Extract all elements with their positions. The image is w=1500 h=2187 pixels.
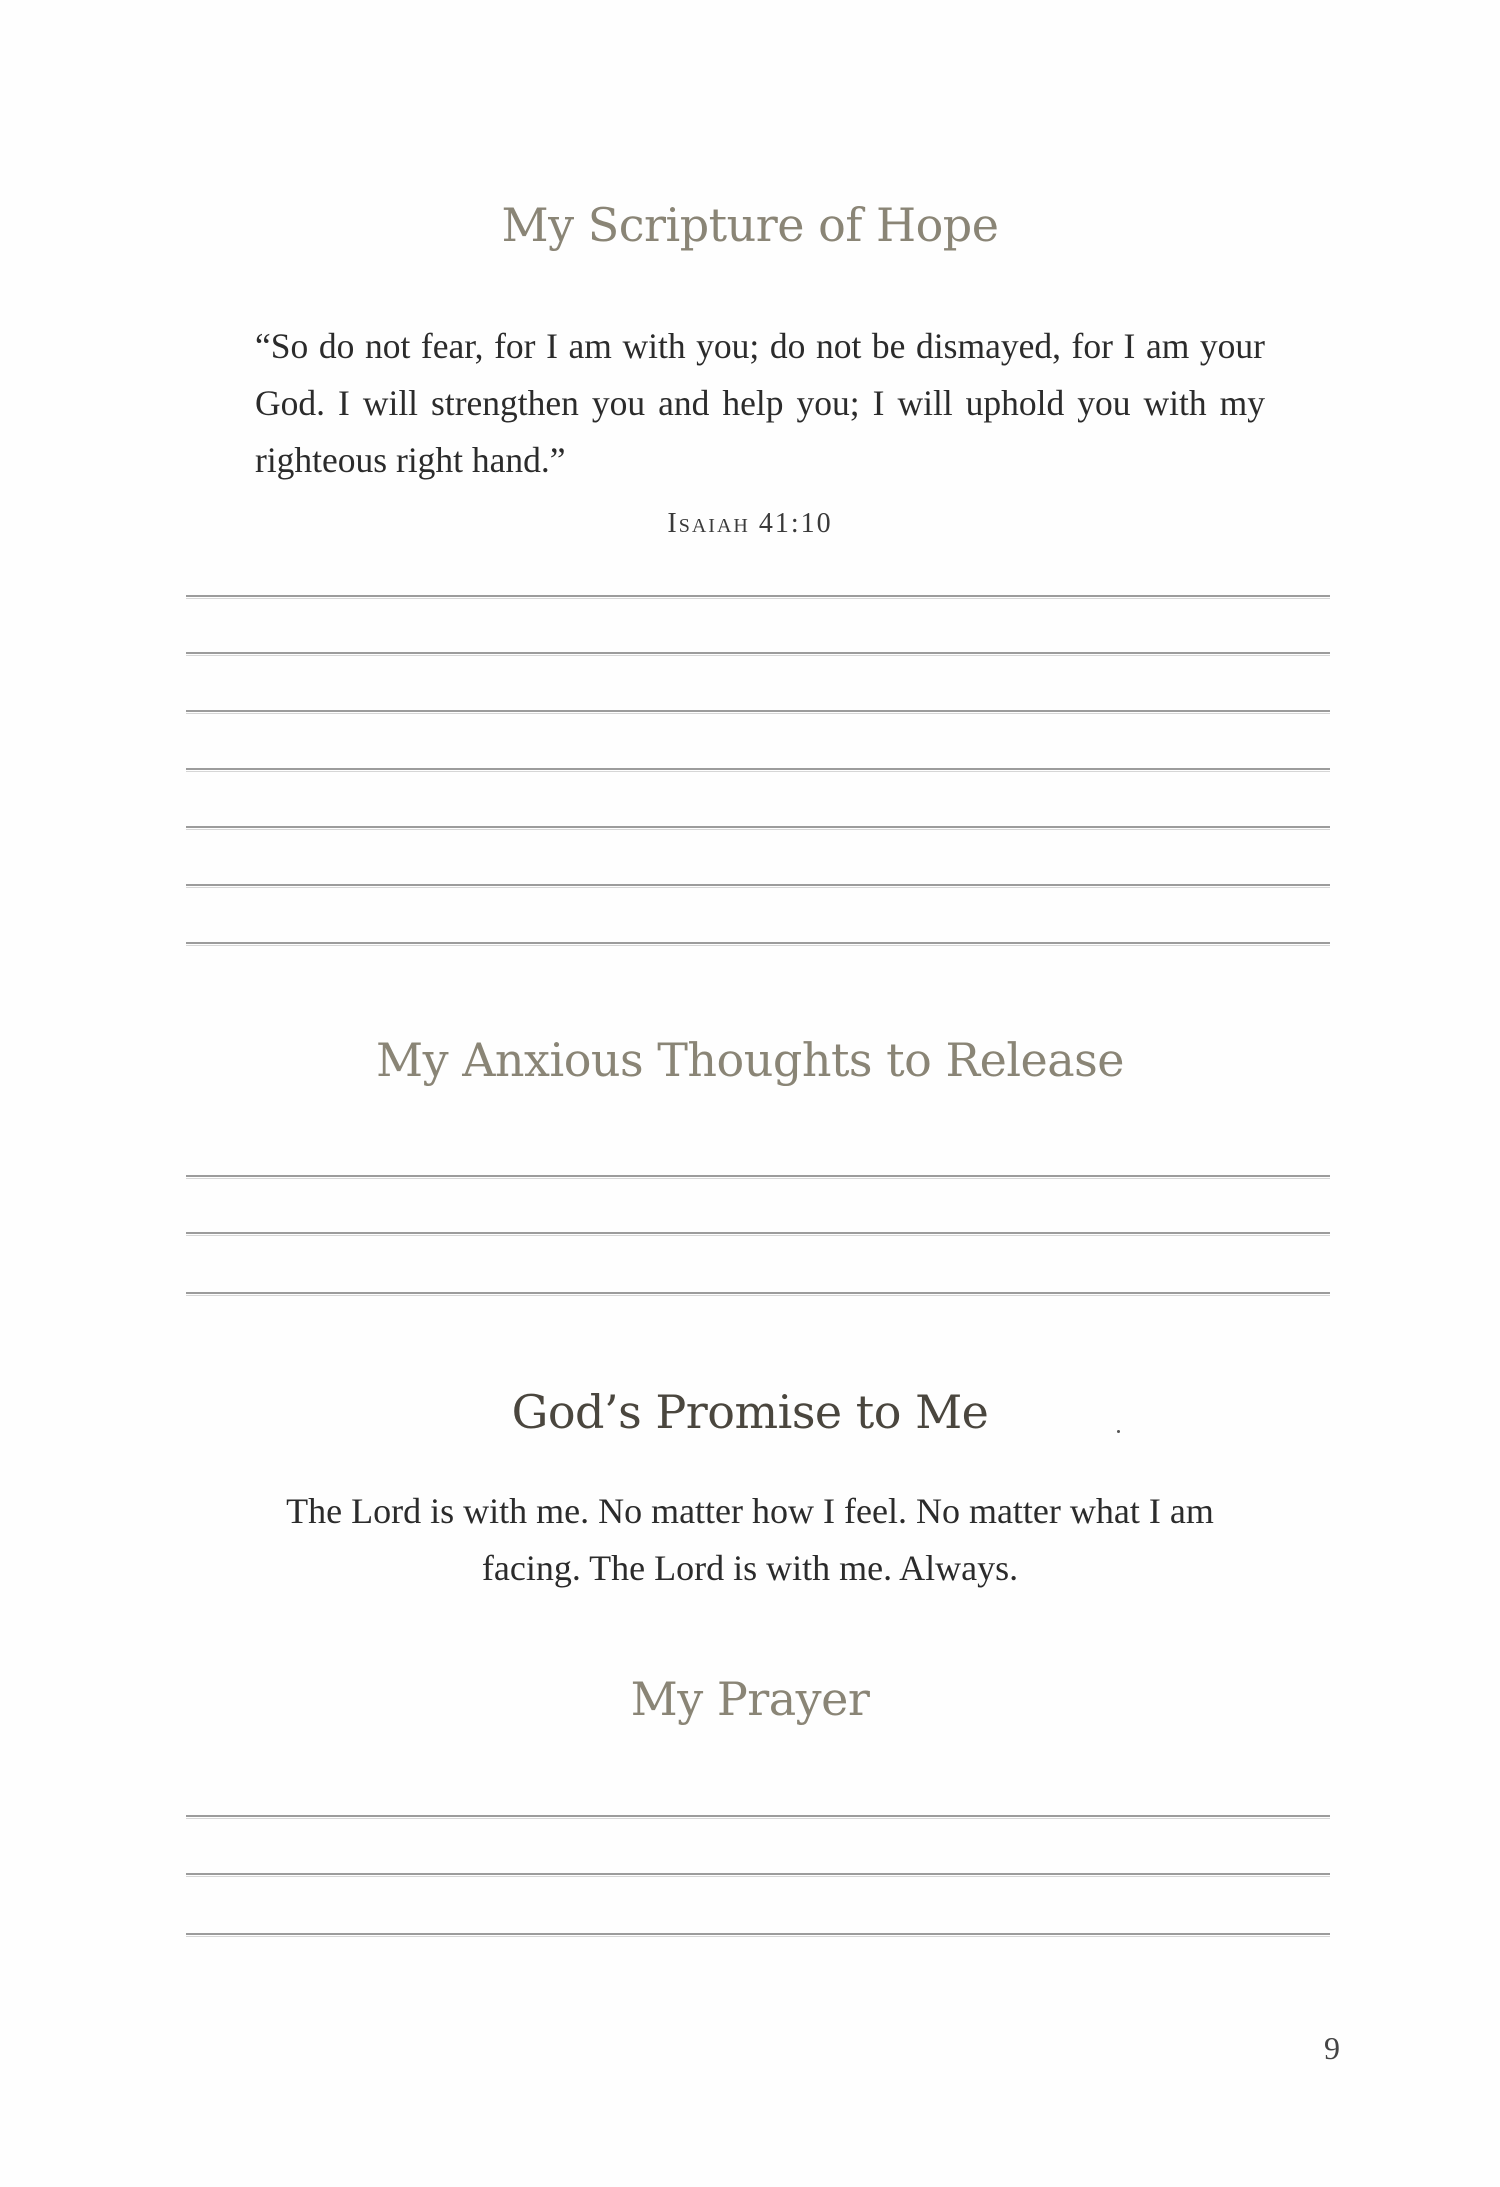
writing-line[interactable] <box>186 1873 1330 1875</box>
promise-heading: God’s Promise to Me <box>511 1385 989 1439</box>
writing-line[interactable] <box>186 1933 1330 1935</box>
writing-line[interactable] <box>186 768 1330 770</box>
print-speck <box>1117 1430 1120 1433</box>
page-number: 9 <box>1324 2030 1340 2066</box>
anxious-thoughts-heading: My Anxious Thoughts to Release <box>375 1033 1125 1087</box>
writing-line[interactable] <box>186 1232 1330 1234</box>
writing-line[interactable] <box>186 652 1330 654</box>
writing-line[interactable] <box>186 942 1330 944</box>
writing-line[interactable] <box>186 884 1330 886</box>
scripture-quote: “So do not fear, for I am with you; do not be dismayed, for I am your God. I will strengthen you and help you; I will uphold you with my righteous right hand.” <box>255 326 1265 480</box>
writing-line[interactable] <box>186 1175 1330 1177</box>
writing-line[interactable] <box>186 595 1330 597</box>
writing-line[interactable] <box>186 1815 1330 1817</box>
scripture-reference: Isaiah 41:10 <box>667 508 833 539</box>
writing-line[interactable] <box>186 826 1330 828</box>
scripture-heading: My Scripture of Hope <box>501 198 999 252</box>
writing-line[interactable] <box>186 710 1330 712</box>
prayer-heading: My Prayer <box>630 1672 870 1726</box>
promise-text: The Lord is with me. No matter how I feel. No matter what I am facing. The Lord is with me. Always. <box>286 1491 1214 1588</box>
writing-line[interactable] <box>186 1292 1330 1294</box>
